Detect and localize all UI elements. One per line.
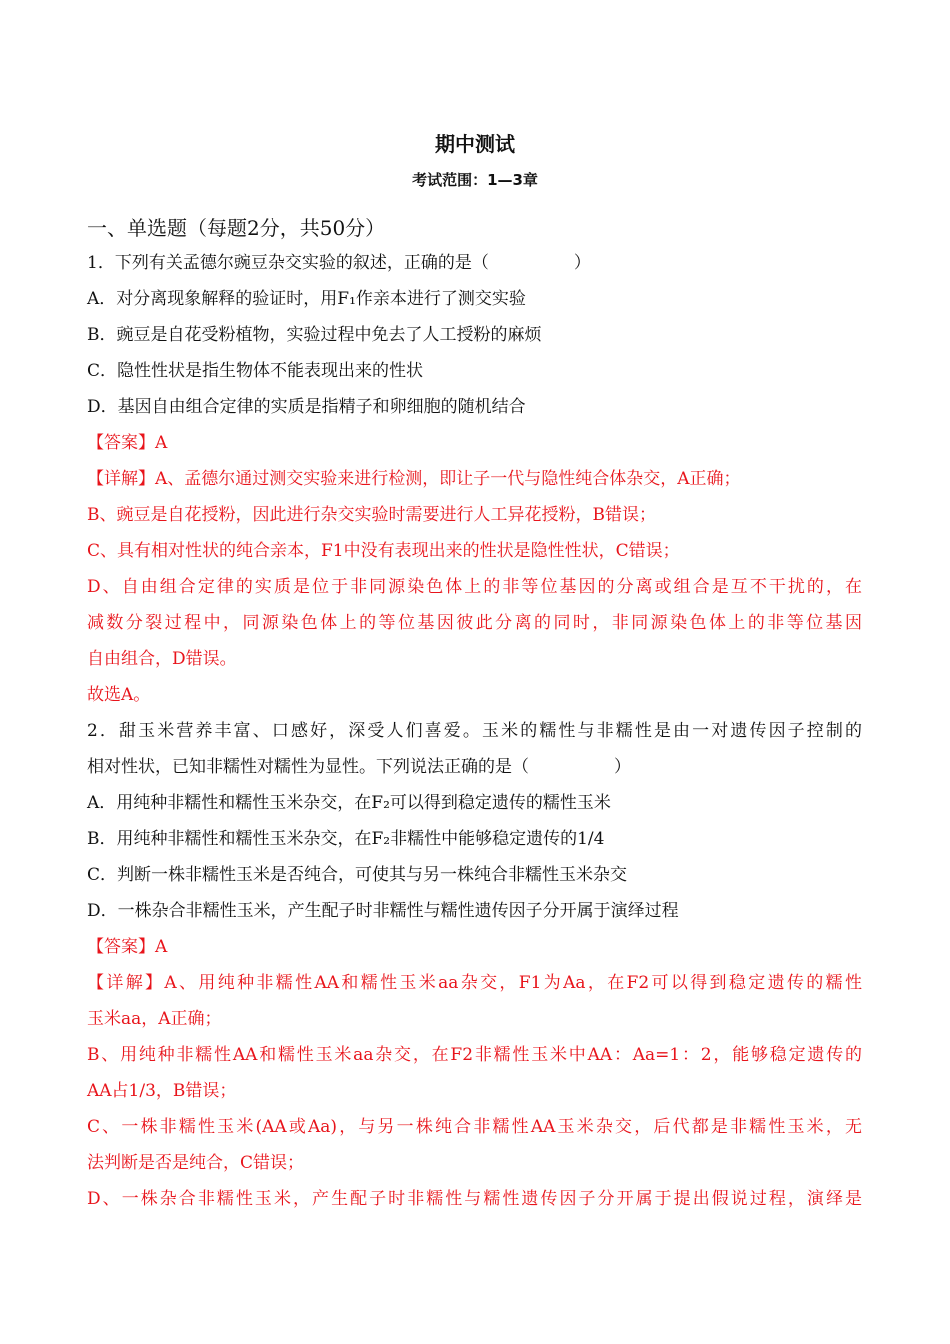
answer-line: 【答案】A xyxy=(87,937,168,957)
document-body xyxy=(87,245,862,1217)
question-line: D．一株杂合非糯性玉米，产生配子时非糯性与糯性遗传因子分开属于演绎过程 xyxy=(87,901,679,921)
answer-line: AA占1/3，B错误； xyxy=(87,1081,237,1101)
question-line: 1．下列有关孟德尔豌豆杂交实验的叙述，正确的是（ ） xyxy=(87,253,591,273)
answer-line: 法判断是否是纯合，C错误； xyxy=(87,1153,305,1173)
question-line: A．对分离现象解释的验证时，用F₁作亲本进行了测交实验 xyxy=(87,289,526,309)
answer-line: C、具有相对性状的纯合亲本，F1中没有表现出来的性状是隐性性状，C错误； xyxy=(87,541,680,561)
answer-line: D、自由组合定律的实质是位于非同源染色体上的非等位基因的分离或组合是互不干扰的，在 xyxy=(87,577,862,597)
answer-line: 减数分裂过程中，同源染色体上的等位基因彼此分离的同时，非同源染色体上的非等位基因 xyxy=(87,613,862,633)
question-line: B．豌豆是自花受粉植物，实验过程中免去了人工授粉的麻烦 xyxy=(87,325,542,345)
answer-line: 【详解】A、用纯种非糯性AA和糯性玉米aa杂交，F1为Aa，在F2可以得到稳定遗传的糯性 xyxy=(87,973,862,993)
exam-scope: 考试范围：1—3章 xyxy=(412,171,538,189)
answer-line: B、用纯种非糯性AA和糯性玉米aa杂交，在F2非糯性玉米中AA：Aa=1：2，能够稳定遗传的 xyxy=(87,1045,862,1065)
question-line: D．基因自由组合定律的实质是指精子和卵细胞的随机结合 xyxy=(87,397,526,417)
answer-line: D、一株杂合非糯性玉米，产生配子时非糯性与糯性遗传因子分开属于提出假说过程，演绎是 xyxy=(87,1189,862,1209)
question-line: A．用纯种非糯性和糯性玉米杂交，在F₂可以得到稳定遗传的糯性玉米 xyxy=(87,793,611,813)
answer-line: 故选A。 xyxy=(87,685,151,705)
answer-line: B、豌豆是自花授粉，因此进行杂交实验时需要进行人工异花授粉，B错误； xyxy=(87,505,656,525)
answer-line: 玉米aa，A正确； xyxy=(87,1009,222,1029)
answer-line: 【答案】A xyxy=(87,433,168,453)
section-heading: 一、单选题（每题2分，共50分） xyxy=(87,216,386,240)
question-line: 相对性状，已知非糯性对糯性为显性。下列说法正确的是（ ） xyxy=(87,757,631,777)
page-title: 期中测试 xyxy=(435,132,515,156)
answer-line: 自由组合，D错误。 xyxy=(87,649,237,669)
answer-line: 【详解】A、孟德尔通过测交实验来进行检测，即让子一代与隐性纯合体杂交，A正确； xyxy=(87,469,741,489)
question-line: C．判断一株非糯性玉米是否纯合，可使其与另一株纯合非糯性玉米杂交 xyxy=(87,865,628,885)
question-line: C．隐性性状是指生物体不能表现出来的性状 xyxy=(87,361,424,381)
question-line: 2．甜玉米营养丰富、口感好，深受人们喜爱。玉米的糯性与非糯性是由一对遗传因子控制的 xyxy=(87,721,862,741)
question-line: B．用纯种非糯性和糯性玉米杂交，在F₂非糯性中能够稳定遗传的1/4 xyxy=(87,829,605,849)
answer-line: C、一株非糯性玉米(AA或Aa)，与另一株纯合非糯性AA玉米杂交，后代都是非糯性玉米，无 xyxy=(87,1117,862,1137)
